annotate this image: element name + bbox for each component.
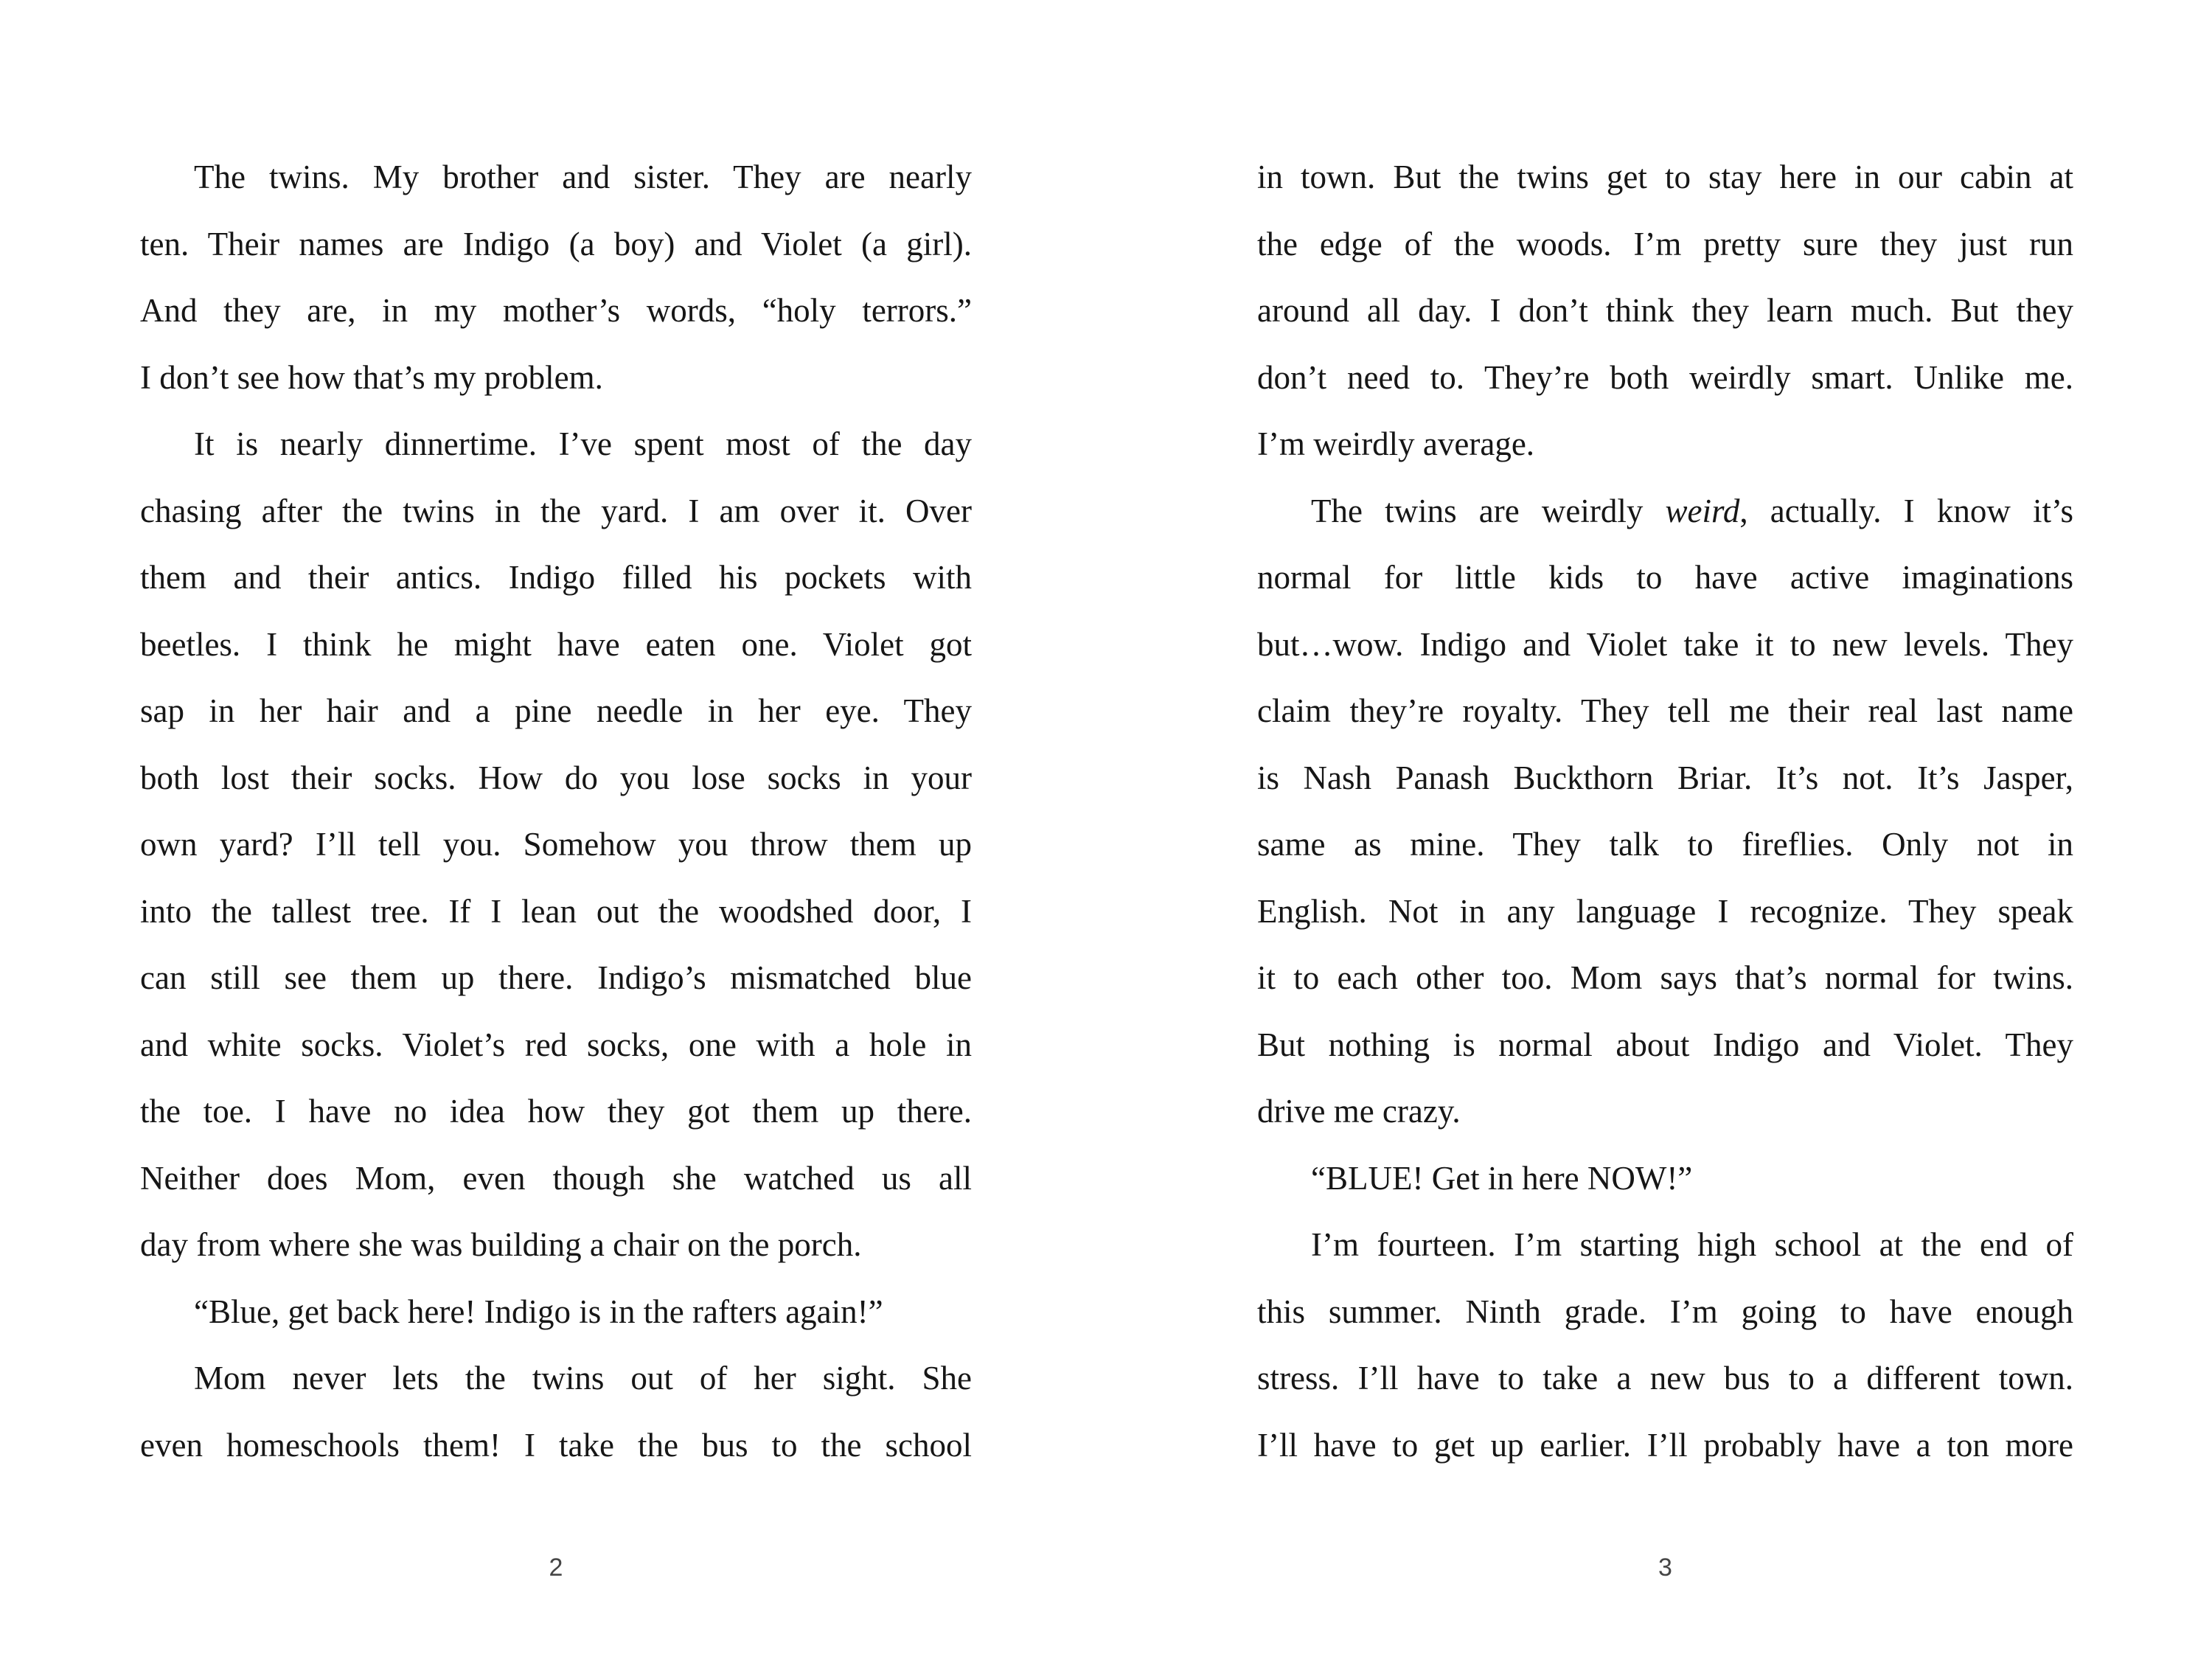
text-line: normal for little kids to have active imaginations [1257, 559, 2073, 596]
text-line: Neither does Mom, even though she watched us all [140, 1159, 972, 1197]
text-line: “Blue, get back here! Indigo is in the rafters again!” [194, 1293, 883, 1330]
page-number: 2 [549, 1554, 563, 1582]
text-line: And they are, in my mother’s words, “holy terrors.” [140, 292, 972, 329]
text-line: day from where she was building a chair on the porch. [140, 1226, 862, 1263]
text-line: sap in her hair and a pine needle in her eye. They [140, 692, 972, 729]
text-line: drive me crazy. [1257, 1093, 1461, 1130]
text-line: around all day. I don’t think they learn much. But they [1257, 292, 2073, 329]
page-number: 3 [1658, 1554, 1672, 1582]
text-line: both lost their socks. How do you lose socks in your [140, 759, 972, 796]
text-line [1257, 478, 2073, 545]
text-line: Mom never lets the twins out of her sight. She [194, 1360, 972, 1397]
text-line: The twins. My brother and sister. They are nearly [194, 159, 972, 195]
text-line: even homeschools them! I take the bus to the school [140, 1426, 972, 1464]
text-line: same as mine. They talk to fireflies. Only not in [1257, 826, 2073, 863]
text-line: I’ll have to get up earlier. I’ll probably have a ton more [1257, 1426, 2073, 1464]
text-line: don’t need to. They’re both weirdly smart. Unlike me. [1257, 358, 2073, 396]
text-line: ten. Their names are Indigo (a boy) and Violet (a girl). [140, 225, 972, 262]
text-line: I’m weirdly average. [1257, 425, 1535, 462]
text-line: it to each other too. Mom says that’s normal for twins. [1257, 959, 2073, 996]
text-line: I’m fourteen. I’m starting high school at the end of [1311, 1226, 2073, 1263]
text-line: It is nearly dinnertime. I’ve spent most of the day [194, 425, 972, 462]
text-span: The twins are weirdly [1311, 492, 1666, 529]
text-line: stress. I’ll have to take a new bus to a different town. [1257, 1360, 2073, 1397]
text-line: this summer. Ninth grade. I’m going to have enough [1257, 1293, 2073, 1330]
text-line: in town. But the twins get to stay here in our cabin at [1257, 159, 2073, 195]
text-line: into the tallest tree. If I lean out the woodshed door, I [140, 892, 972, 930]
text-span: , actually. I know it’s [1739, 492, 2073, 529]
text-line: the edge of the woods. I’m pretty sure they just run [1257, 225, 2073, 262]
page-2-text [140, 144, 972, 1478]
text-line: and white socks. Violet’s red socks, one with a hole in [140, 1026, 972, 1063]
italic-text-span: weird [1665, 492, 1740, 529]
text-line: But nothing is normal about Indigo and Violet. They [1257, 1026, 2073, 1063]
text-line: is Nash Panash Buckthorn Briar. It’s not. It’s Jasper, [1257, 759, 2073, 796]
text-line: the toe. I have no idea how they got them up there. [140, 1093, 972, 1130]
text-line: I don’t see how that’s my problem. [140, 358, 603, 396]
text-line: beetles. I think he might have eaten one. Violet got [140, 625, 972, 663]
text-line: English. Not in any language I recognize. They speak [1257, 892, 2073, 930]
text-line: can still see them up there. Indigo’s mismatched blue [140, 959, 972, 996]
text-line: them and their antics. Indigo filled his pockets with [140, 559, 972, 596]
text-line: chasing after the twins in the yard. I am over it. Over [140, 492, 972, 529]
page-3-text [1257, 144, 2073, 1478]
page-3 [1106, 0, 2212, 1659]
text-line: “BLUE! Get in here NOW!” [1311, 1159, 1693, 1197]
text-line: but…wow. Indigo and Violet take it to new levels. They [1257, 625, 2073, 663]
text-line: claim they’re royalty. They tell me their real last name [1257, 692, 2073, 729]
text-line: own yard? I’ll tell you. Somehow you throw them up [140, 826, 972, 863]
